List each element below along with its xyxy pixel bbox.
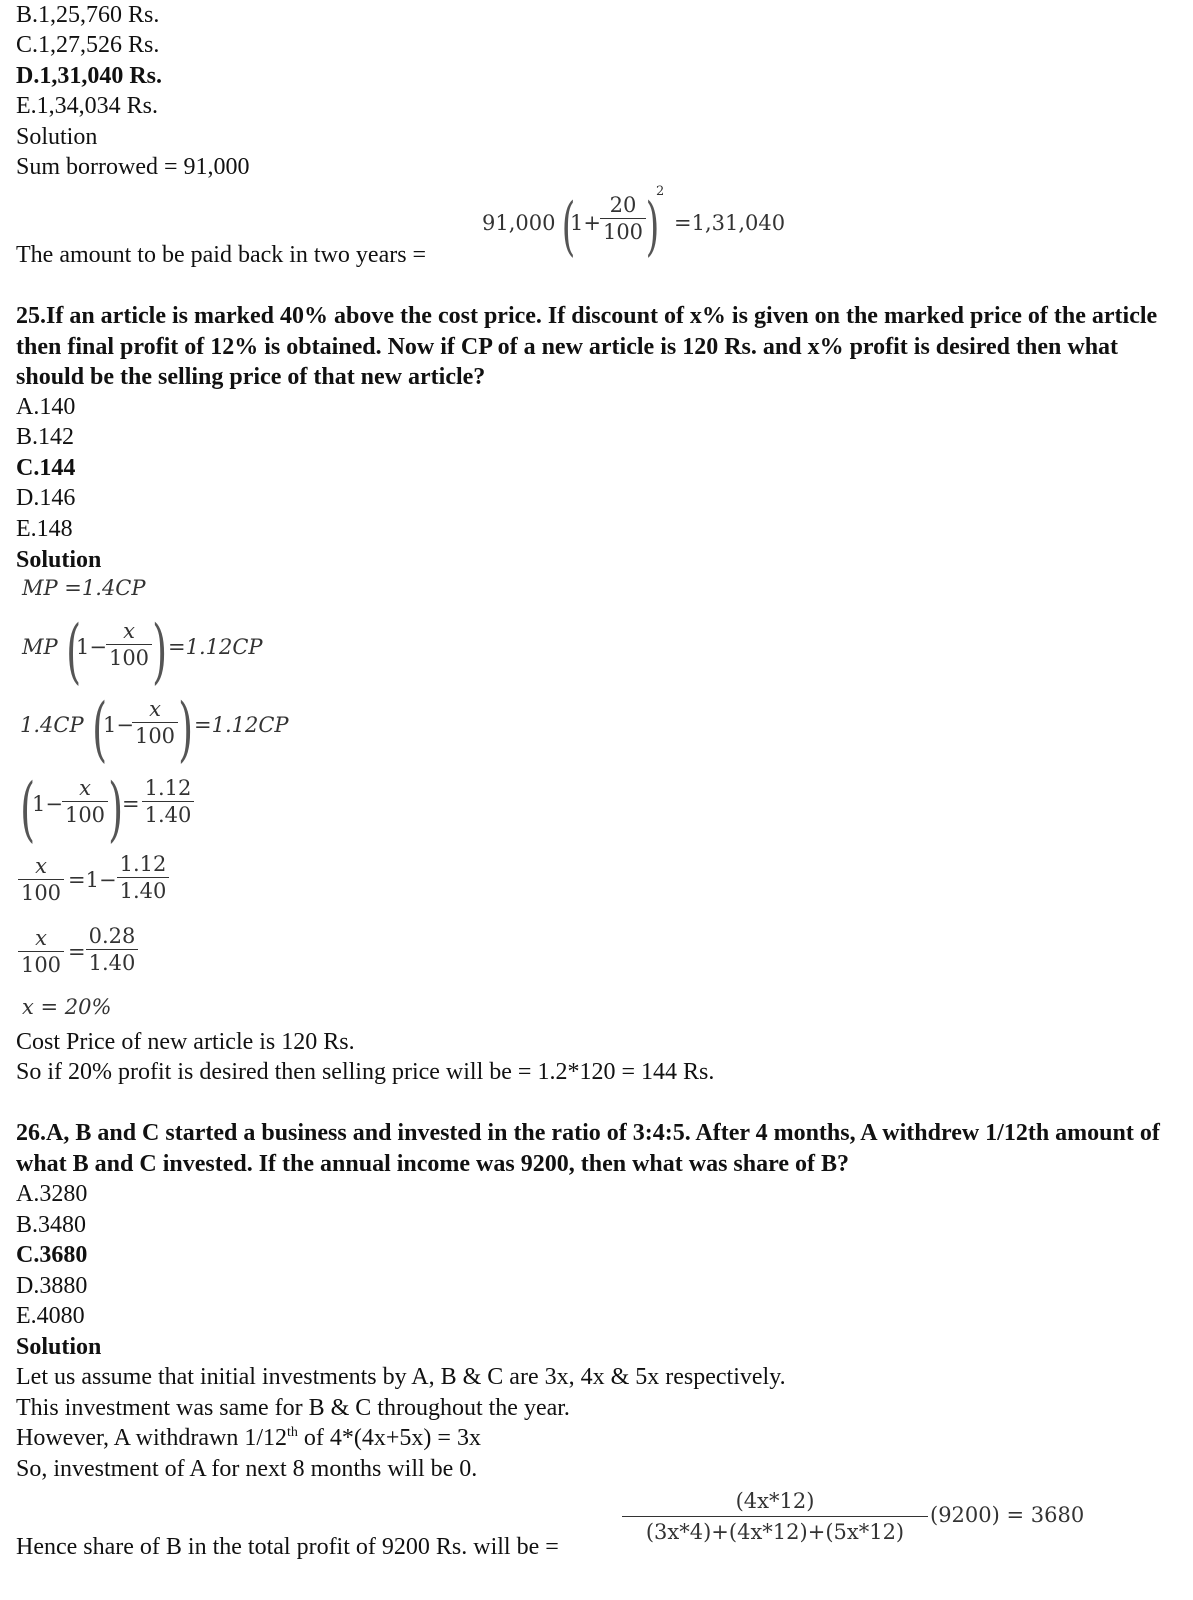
q25-step-6-den: 100	[20, 953, 62, 977]
q25-step-3-num: x	[132, 696, 178, 723]
q25-step-5-rhs	[117, 851, 169, 904]
q25-option-d: D.146	[16, 485, 76, 511]
q25-option-b: B.142	[16, 424, 75, 450]
q25-step-2-num: x	[106, 618, 152, 645]
q26-option-c-correct: C.3680	[16, 1242, 88, 1268]
q25-step-2-right: =1.12CP	[168, 635, 263, 659]
q25-solution-heading: Solution	[16, 547, 102, 573]
q25-step-3-rparen: )	[178, 688, 194, 770]
q25-step-3-fraction	[132, 696, 178, 749]
q25-step-3-inner: 1−	[103, 713, 134, 737]
q25-step-6-fraction	[18, 925, 64, 978]
q25-option-c-correct: C.144	[16, 455, 76, 481]
q24-option-b: B.1,25,760 Rs.	[16, 2, 160, 28]
q26-frac-den: (3x*4)+(4x*12)+(5x*12)	[645, 1520, 905, 1544]
q24-result: =1,31,040	[674, 211, 786, 235]
q24-exponent: 2	[656, 184, 665, 199]
q26-withdrawn-rest: of 4*(4x+5x) = 3x	[297, 1425, 481, 1451]
q25-step-2-fraction	[106, 618, 152, 671]
q25-step-4-rparen: )	[108, 768, 124, 850]
q26-same-investment-line: This investment was same for B & C throughout the year.	[16, 1395, 570, 1421]
q25-step-4-inner: 1−	[32, 792, 63, 816]
q26-question: 26.A, B and C started a business and invested in the ratio of 3:4:5. After 4 months, A withdrew 1/12th amount of what B and C invested. If the annual income was 9200, then what was share of B?	[16, 1120, 1160, 1177]
q26-withdrawn-text: However, A withdrawn 1/12	[16, 1425, 287, 1451]
q25-step-4-eq: =	[122, 792, 140, 816]
q25-step-1: MP =1.4CP	[22, 576, 146, 600]
q25-step-2-den: 100	[108, 646, 150, 670]
q24-right-paren: )	[645, 190, 660, 264]
q25-step-2-lparen: (	[66, 610, 82, 692]
q26-withdrawn-line	[16, 1423, 481, 1453]
q25-question: 25.If an article is marked 40% above the cost price. If discount of x% is given on the marked price of the article then final profit of 12% is obtained. Now if CP of a new article is 120 Rs. and x% profit is desired then what should be the selling price of that new article?	[16, 303, 1158, 390]
q25-step-4-rden: 1.40	[144, 803, 192, 827]
q26-fraction	[622, 1486, 928, 1547]
q25-step-5-num: x	[18, 853, 64, 880]
q25-step-4-rhs	[142, 775, 194, 828]
q25-step-5-den: 100	[20, 881, 62, 905]
q24-sum-borrowed: Sum borrowed = 91,000	[16, 154, 250, 180]
q24-solution-heading: Solution	[16, 124, 98, 150]
q25-step-5-rnum: 1.12	[117, 851, 169, 878]
q25-step-6-num: x	[18, 925, 64, 952]
q26-frac-num: (4x*12)	[622, 1486, 928, 1517]
q26-option-a: A.3280	[16, 1181, 88, 1207]
q25-step-5-mid: =1−	[68, 868, 117, 892]
q25-step-2-inner: 1−	[76, 635, 107, 659]
q25-step-4-num: x	[62, 775, 108, 802]
q26-assumption-line: Let us assume that initial investments by A, B & C are 3x, 4x & 5x respectively.	[16, 1364, 786, 1390]
q25-step-6-rden: 1.40	[88, 951, 136, 975]
q25-step-3-left: 1.4CP	[20, 713, 84, 737]
q25-cost-price-line: Cost Price of new article is 120 Rs.	[16, 1029, 355, 1055]
q24-principal: 91,000	[482, 211, 556, 235]
q24-frac-den: 100	[602, 220, 644, 244]
q25-step-3-den: 100	[134, 724, 176, 748]
q25-step-5-fraction	[18, 853, 64, 906]
q26-solution-heading: Solution	[16, 1334, 102, 1360]
q26-option-b: B.3480	[16, 1212, 87, 1238]
q25-step-4-rnum: 1.12	[142, 775, 194, 802]
q25-step-6-rhs	[86, 923, 138, 976]
q25-step-2-left: MP	[22, 635, 58, 659]
q25-selling-price-line: So if 20% profit is desired then selling price will be = 1.2*120 = 144 Rs.	[16, 1059, 715, 1085]
q26-zero-investment-line: So, investment of A for next 8 months will be 0.	[16, 1456, 478, 1482]
q24-option-d-correct: D.1,31,040 Rs.	[16, 63, 163, 89]
q25-step-4-den: 100	[64, 803, 106, 827]
q26-option-e: E.4080	[16, 1303, 85, 1329]
q26-option-d: D.3880	[16, 1273, 88, 1299]
q25-option-a: A.140	[16, 394, 76, 420]
q24-frac-num: 20	[600, 192, 646, 219]
q25-step-4-fraction	[62, 775, 108, 828]
q24-amount-line: The amount to be paid back in two years =	[16, 242, 427, 268]
q24-left-paren: (	[561, 190, 576, 264]
q25-step-2-rparen: )	[152, 610, 168, 692]
q24-option-c: C.1,27,526 Rs.	[16, 32, 160, 58]
q25-step-7: x = 20%	[22, 995, 112, 1019]
q25-step-4-lparen: (	[20, 768, 36, 850]
q25-step-3-right: =1.12CP	[194, 713, 289, 737]
q24-option-e: E.1,34,034 Rs.	[16, 93, 159, 119]
q25-step-5-rden: 1.40	[119, 879, 167, 903]
q25-step-6-rnum: 0.28	[86, 923, 138, 950]
q24-fraction	[600, 192, 646, 245]
q26-formula-tail: (9200) = 3680	[930, 1503, 1085, 1527]
q26-withdrawn-sup: th	[287, 1425, 298, 1440]
q25-step-6-eq: =	[68, 940, 86, 964]
q25-step-3-lparen: (	[92, 688, 108, 770]
q24-one-plus: 1+	[570, 211, 601, 235]
q25-option-e: E.148	[16, 516, 73, 542]
q26-share-line: Hence share of B in the total profit of 9200 Rs. will be =	[16, 1534, 559, 1560]
